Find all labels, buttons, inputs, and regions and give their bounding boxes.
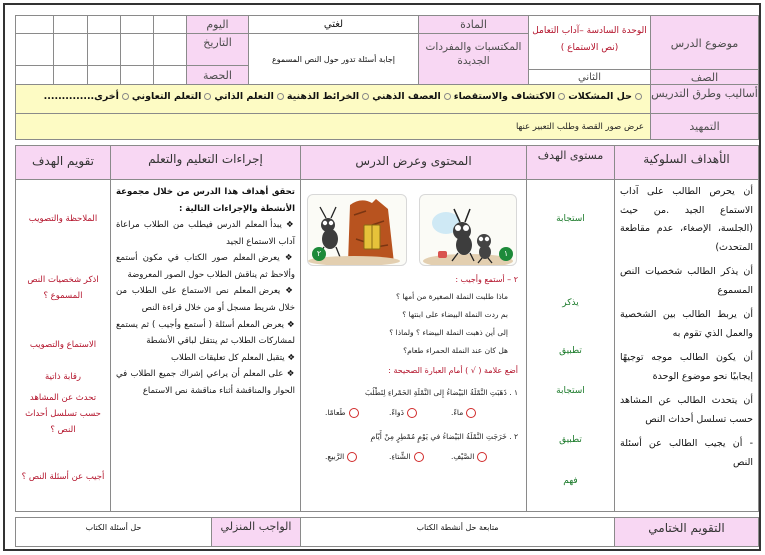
objectives-header: الأهداف السلوكية bbox=[614, 145, 759, 180]
evaluation-column bbox=[15, 179, 111, 512]
homework-value: حل أسئلة الكتاب bbox=[15, 517, 212, 547]
grade-label: الصف bbox=[650, 69, 759, 85]
final-eval-label: التقويم الختامي bbox=[614, 517, 759, 547]
objective-item: - أن يجيب الطالب عن أسئلة النص bbox=[620, 438, 753, 468]
image-number-2: ٢ bbox=[312, 247, 326, 261]
methods-label: أساليب وطرق التدريس bbox=[650, 84, 759, 114]
date-cell-4[interactable] bbox=[53, 33, 88, 66]
content-header: المحتوى وعرض الدرس bbox=[300, 145, 527, 180]
story-image-2 bbox=[307, 194, 407, 266]
question-item: هل كان عند النملة الحمراء طعام؟ bbox=[403, 346, 508, 355]
diamond-bullet-icon: ❖ bbox=[283, 369, 295, 380]
option-circle-icon[interactable] bbox=[477, 452, 487, 462]
day-cell-1[interactable] bbox=[153, 15, 187, 34]
question-item: ماذا طلبت النملة الصغيرة من أمها ؟ bbox=[396, 292, 508, 301]
period-cell-3[interactable] bbox=[87, 65, 121, 85]
radio-circle-icon[interactable] bbox=[204, 93, 211, 100]
procedure-step: ❖ يعرض المعلم أسئلة ( أستمع وأجيب ) ثم يستمع لمشاركات الطلاب ثم ينتقل لباقي الأنشطة bbox=[116, 319, 295, 347]
date-cell-2[interactable] bbox=[120, 33, 154, 66]
listen-heading: ٢ – أستمع وأجيب : bbox=[455, 275, 518, 284]
unit-text: الوحدة السادسة –آداب التعامل bbox=[532, 26, 647, 36]
method-item[interactable]: حل المشكلات bbox=[568, 91, 642, 102]
procedure-step: ❖ يبدأ المعلم الدرس فيطلب من الطلاب مراعاة آداب الاستماع الجيد bbox=[116, 220, 295, 247]
objective-item: أن يذكر الطالب شخصيات النص المسموع bbox=[620, 266, 753, 296]
method-item[interactable]: التعلم الذاتي bbox=[214, 91, 283, 102]
objective-item: أن يتحدث الطالب عن المشاهد حسب تسلسل أحداث النص bbox=[620, 395, 753, 425]
unit-cell bbox=[528, 15, 651, 70]
day-label: اليوم bbox=[186, 15, 249, 34]
option-water[interactable]: ماءً. bbox=[451, 408, 476, 418]
period-label: الحصة bbox=[186, 65, 249, 85]
date-cell-3[interactable] bbox=[87, 33, 121, 66]
method-item[interactable]: الخرائط الذهنية bbox=[287, 91, 369, 102]
content-column bbox=[300, 179, 527, 512]
method-item[interactable]: الاكتشاف والاستقصاء bbox=[454, 91, 565, 102]
evaluation-item: الاستماع والتصويب bbox=[29, 340, 97, 350]
option-medicine[interactable]: دَواءً. bbox=[389, 408, 417, 418]
diamond-bullet-icon: ❖ bbox=[280, 286, 296, 297]
procedures-column bbox=[110, 179, 301, 512]
procedure-step: ❖ يعرض المعلم صور الكتاب في مكون أستمع وألاحظ ثم يناقش الطلاب حول الصور المعروضة bbox=[116, 253, 295, 280]
option-circle-icon[interactable] bbox=[349, 408, 359, 418]
level-item: يذكر bbox=[562, 298, 579, 308]
mark-heading: أضع علامة ( √ ) أمام العبارة الصحيحة : bbox=[388, 366, 518, 375]
procedures-intro: تحقق أهداف هذا الدرس من خلال مجموعة الأنشطة والإجراءات التالية : bbox=[116, 187, 295, 214]
intro-label: التمهيد bbox=[650, 113, 759, 140]
evaluation-item: رقابة ذاتية bbox=[44, 372, 82, 382]
method-item[interactable]: العصف الذهني bbox=[372, 91, 451, 102]
lesson-topic-label: موضوع الدرس bbox=[650, 15, 759, 70]
option-circle-icon[interactable] bbox=[466, 408, 476, 418]
question-item: بم ردت النملة البيضاء على ابنتها ؟ bbox=[402, 310, 508, 319]
intro-value: عرض صور القصة وطلب التعبير عنها bbox=[15, 113, 651, 140]
story-image-1 bbox=[419, 194, 517, 266]
objective-item: أن يكون الطالب موجه توجيهًا إيجابيًا نحو موضوع الوحدة bbox=[620, 352, 753, 382]
method-item[interactable]: التعلم التعاوني bbox=[132, 91, 211, 102]
radio-circle-icon[interactable] bbox=[277, 93, 284, 100]
radio-circle-icon[interactable] bbox=[122, 93, 129, 100]
procedures-header: إجراءات التعليم والتعلم bbox=[110, 145, 301, 180]
subject-label: المادة bbox=[418, 15, 529, 34]
lesson-name: (نص الاستماع ) bbox=[560, 43, 619, 53]
final-eval-value: متابعة حل أنشطة الكتاب bbox=[300, 517, 615, 547]
period-cell-4[interactable] bbox=[53, 65, 88, 85]
exercise-item-1: ١ . ذَهَبَتِ النَّمْلَةُ البَيْضاءُ إِلى النَّمْلَةِ الحَمْراءِ لِتَطْلُبَ bbox=[364, 388, 518, 397]
objective-item: أن يربط الطالب بين الشخصية والعمل الذي تقوم به bbox=[620, 309, 753, 339]
date-label: التاريخ bbox=[186, 33, 249, 66]
radio-circle-icon[interactable] bbox=[362, 93, 369, 100]
level-header: مستوى الهدف bbox=[526, 145, 615, 180]
grade-value: الثاني bbox=[528, 69, 651, 85]
objectives-column bbox=[614, 179, 759, 512]
subject-value: لغتي bbox=[248, 15, 419, 34]
level-item: استجابة bbox=[556, 386, 585, 396]
evaluation-item: الملاحظة والتصويب bbox=[28, 214, 98, 224]
date-cell-1[interactable] bbox=[153, 33, 187, 66]
diamond-bullet-icon: ❖ bbox=[279, 253, 295, 264]
day-cell-5[interactable] bbox=[15, 15, 54, 34]
vocab-value: إجابة أسئلة تدور حول النص المسموع bbox=[248, 33, 419, 85]
option-food[interactable]: طَعامًا. bbox=[325, 408, 359, 418]
exercise-item-2: ٢ . خَرَجَتِ النَّمْلَةُ البَيْضاءُ في يَوْمٍ مُمْطِرٍ مِنْ أَيّامِ bbox=[370, 432, 518, 441]
level-item: استجابة bbox=[556, 214, 585, 224]
option-circle-icon[interactable] bbox=[407, 408, 417, 418]
diamond-bullet-icon: ❖ bbox=[284, 319, 295, 330]
option-winter[interactable]: الشِّتاءِ. bbox=[389, 452, 424, 462]
level-item: تطبيق bbox=[559, 435, 582, 445]
option-spring[interactable]: الرَّبيعِ. bbox=[325, 452, 357, 462]
method-item[interactable]: أخرى.............. bbox=[44, 91, 129, 102]
diamond-bullet-icon: ❖ bbox=[284, 352, 295, 363]
option-circle-icon[interactable] bbox=[347, 452, 357, 462]
day-cell-2[interactable] bbox=[120, 15, 154, 34]
vocab-label: المكتسبات والمفردات الجديدة bbox=[418, 33, 529, 85]
level-column bbox=[526, 179, 615, 512]
radio-circle-icon[interactable] bbox=[444, 93, 451, 100]
objective-item: أن يحرص الطالب على آداب الاستماع الجيد .من حيث (الجلسة، الإصغاء، عدم مقاطعة المتحدث) bbox=[620, 186, 753, 253]
evaluation-item: أجيب عن أسئلة النص ؟ bbox=[21, 472, 105, 482]
evaluation-header: تقويم الهدف bbox=[15, 145, 111, 180]
period-cell-2[interactable] bbox=[120, 65, 154, 85]
procedure-step: ❖ على المعلم أن يراعي إشراك جميع الطلاب في الحوار والمناقشة أثناء مناقشة نص الاستماع bbox=[116, 369, 295, 396]
day-cell-3[interactable] bbox=[87, 15, 121, 34]
radio-circle-icon[interactable] bbox=[635, 93, 642, 100]
procedure-step: ❖ يتقبل المعلم كل تعليقات الطلاب bbox=[170, 352, 295, 363]
level-item: تطبيق bbox=[559, 346, 582, 356]
period-cell-5[interactable] bbox=[15, 65, 54, 85]
procedure-step: ❖ يعرض المعلم نص الاستماع على الطلاب من خلال شريط مسجل أو من خلال قراءة النص bbox=[116, 286, 296, 313]
image-number-1: ١ bbox=[499, 247, 513, 261]
question-item: إلى أين ذهبت النملة البيضاء ؟ ولماذا ؟ bbox=[389, 328, 508, 337]
evaluation-item: تحدث عن المشاهد حسب تسلسل أحداث النص ؟ bbox=[25, 393, 101, 436]
methods-list bbox=[15, 84, 651, 114]
option-summer[interactable]: الصَّيْفِ. bbox=[451, 452, 487, 462]
day-cell-4[interactable] bbox=[53, 15, 88, 34]
option-circle-icon[interactable] bbox=[414, 452, 424, 462]
period-cell-1[interactable] bbox=[153, 65, 187, 85]
homework-label: الواجب المنزلي bbox=[211, 517, 301, 547]
diamond-bullet-icon: ❖ bbox=[281, 220, 295, 231]
date-cell-5[interactable] bbox=[15, 33, 54, 66]
level-item: فهم bbox=[563, 476, 578, 486]
radio-circle-icon[interactable] bbox=[558, 93, 565, 100]
lesson-plan-page bbox=[3, 3, 761, 551]
evaluation-item: اذكر شخصيات النص المسموع ؟ bbox=[27, 275, 99, 302]
